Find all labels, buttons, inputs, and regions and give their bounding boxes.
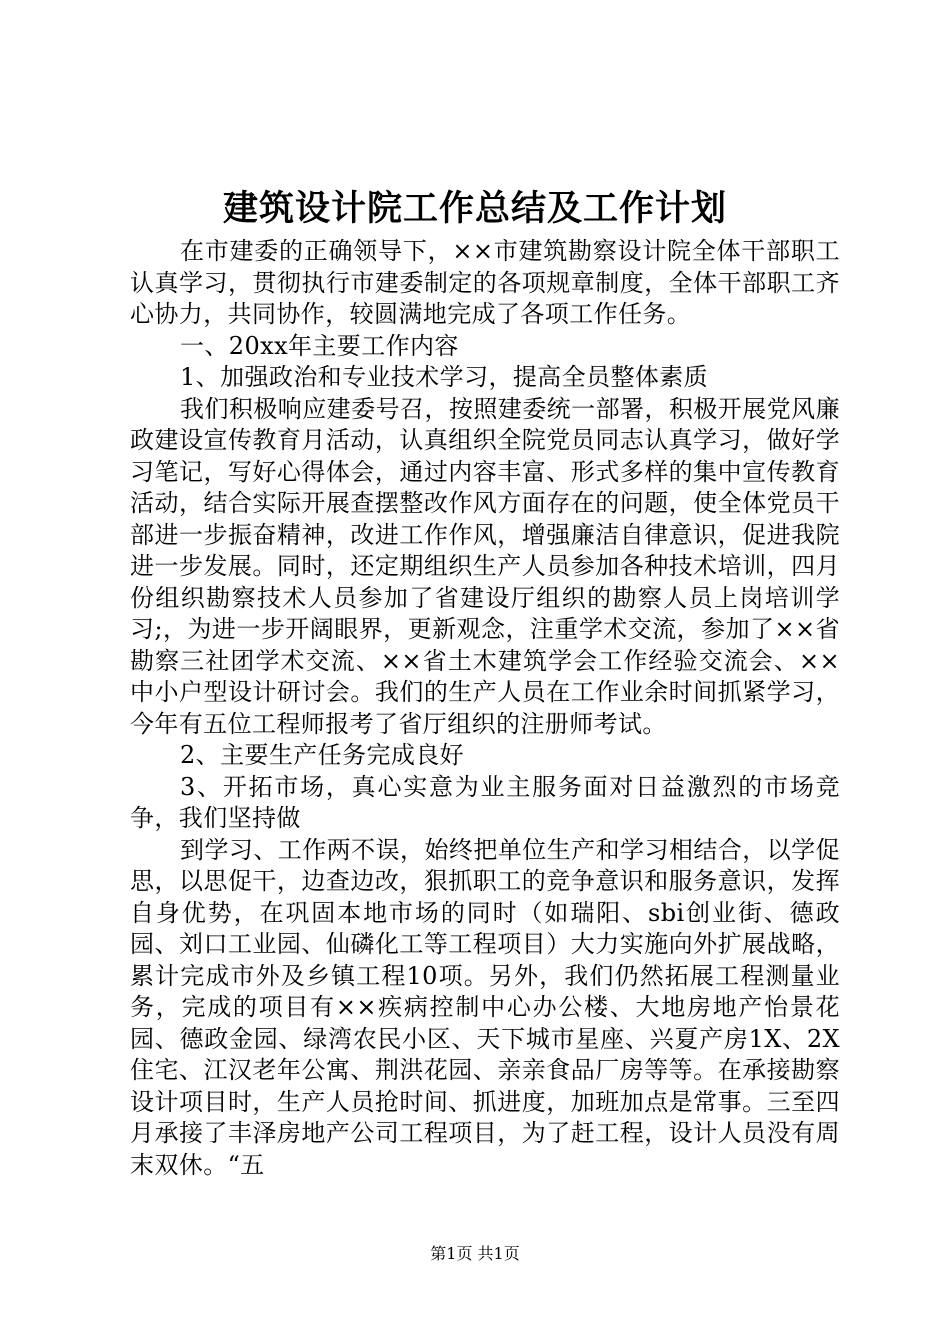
subheading-market: 3、开拓市场，真心实意为业主服务面对日益激烈的市场竞争，我们坚持做 bbox=[130, 772, 840, 832]
page-footer: 第1页 共1页 bbox=[430, 1244, 520, 1263]
paragraph-study: 我们积极响应建委号召，按照建委统一部署，积极开展党风廉政建设宣传教育月活动，认真组织全院党员同志认真学习，做好学习笔记，写好心得体会，通过内容丰富、形式多样的集中宣传教育活动，结合实际开展查摆整改作风方面存在的问题，使全体党员干部进一步振奋精神，改进工作作风，增强廉洁自律意识，促进我院进一步发展。同时，还定期组织生产人员参加各种技术培训，四月份组织勘察技术人员参加了省建设厅组织的勘察人员上岗培训学习;，为进一步开阔眼界，更新观念，注重学术交流，参加了××省勘察三社团学术交流、××省土木建筑学会工作经验交流会、××中小户型设计研讨会。我们的生产人员在工作业余时间抓紧学习，今年有五位工程师报考了省厅组织的注册师考试。 bbox=[130, 394, 840, 738]
document-title: 建筑设计院工作总结及工作计划 bbox=[222, 188, 727, 229]
subheading-production: 2、主要生产任务完成良好 bbox=[180, 741, 465, 769]
paragraph-intro: 在市建委的正确领导下，××市建筑勘察设计院全体干部职工认真学习，贯彻执行市建委制定的各项规章制度，全体干部职工齐心协力，共同协作，较圆满地完成了各项工作任务。 bbox=[130, 237, 840, 328]
document-body bbox=[130, 236, 840, 1181]
section-heading-main-work: 一、20xx年主要工作内容 bbox=[180, 331, 459, 360]
paragraph-market: 到学习、工作两不误，始终把单位生产和学习相结合，以学促思，以思促干，边查边改，狠抓职工的竞争意识和服务意识，发挥自身优势，在巩固本地市场的同时（如瑞阳、sbi创业街、德政园、刘口工业园、仙磷化工等工程项目）大力实施向外扩展战略，累计完成市外及乡镇工程10项。另外，我们仍然拓展工程测量业务，完成的项目有××疾病控制中心办公楼、大地房地产怡景花园、德政金园、绿湾农民小区、天下城市星座、兴夏产房1X、2X住宅、江汉老年公寓、荆洪花园、亲亲食品厂房等等。在承接勘察设计项目时，生产人员抢时间、抓进度，加班加点是常事。三至四月承接了丰泽房地产公司工程项目，为了赶工程，设计人员没有周末双休。“五 bbox=[130, 835, 840, 1179]
subheading-study: 1、加强政治和专业技术学习，提高全员整体素质 bbox=[180, 363, 709, 391]
